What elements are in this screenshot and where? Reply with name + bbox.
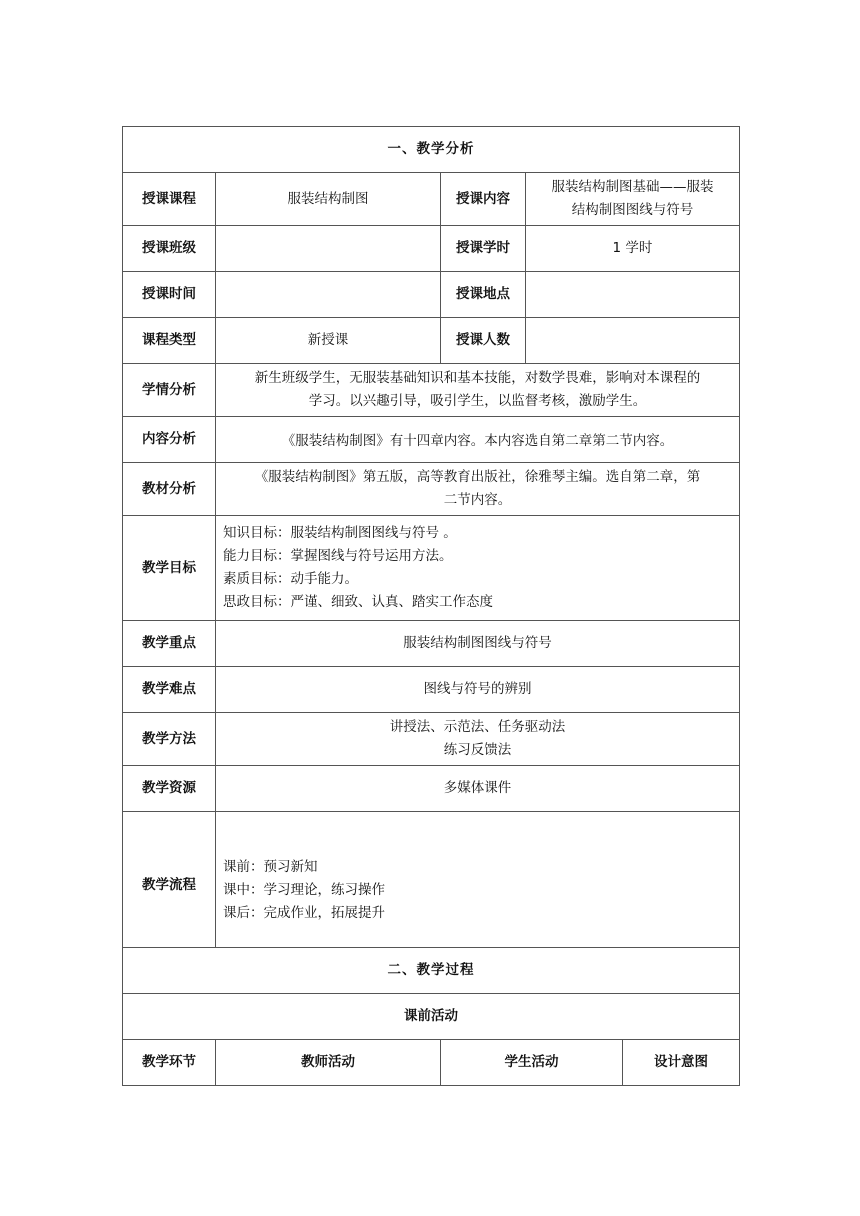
hours-label: 授课学时 [441,226,526,272]
flow-before-class: 课前：预习新知 [223,859,318,875]
students-label: 学情分析 [123,364,216,417]
place-label: 授课地点 [441,272,526,318]
lesson-plan-page [122,126,739,1086]
goal-quality: 素质目标：动手能力。 [223,571,358,587]
goal-ideology: 思政目标：严谨、细致、认真、踏实工作态度 [223,594,493,610]
pre-class-title: 课前活动 [123,994,740,1040]
class-row [123,226,740,272]
type-value: 新授课 [216,318,441,364]
hours-value: 1 学时 [526,226,740,272]
textbook-row [123,463,740,516]
count-label: 授课人数 [441,318,526,364]
students-line2: 学习。以兴趣引导，吸引学生，以监督考核，激励学生。 [308,393,647,409]
flow-in-class: 课中：学习理论，练习操作 [223,882,385,898]
difficulty-row [123,667,740,713]
content-value [526,173,740,226]
time-label: 授课时间 [123,272,216,318]
methods-label: 教学方法 [123,713,216,766]
students-row [123,364,740,417]
content-label: 授课内容 [441,173,526,226]
resources-value: 多媒体课件 [216,766,740,812]
header-stage: 教学环节 [123,1040,216,1086]
process-header-row [123,1040,740,1086]
header-student-activity: 学生活动 [441,1040,623,1086]
section1-row [123,127,740,173]
methods-row [123,713,740,766]
students-line1: 新生班级学生，无服装基础知识和基本技能，对数学畏难，影响对本课程的 [254,370,701,386]
flow-row [123,812,740,948]
header-teacher-activity: 教师活动 [216,1040,441,1086]
difficulty-label: 教学难点 [123,667,216,713]
students-value [216,364,740,417]
key-point-label: 教学重点 [123,621,216,667]
time-row [123,272,740,318]
content-value-line2: 结构制图图线与符号 [571,202,694,218]
resources-row [123,766,740,812]
resources-label: 教学资源 [123,766,216,812]
key-point-value: 服装结构制图图线与符号 [216,621,740,667]
header-design-intent: 设计意图 [623,1040,740,1086]
type-row [123,318,740,364]
methods-line2: 练习反馈法 [443,742,512,758]
class-label: 授课班级 [123,226,216,272]
goals-label: 教学目标 [123,516,216,621]
flow-value [216,812,740,948]
lesson-plan-table [122,126,740,1086]
type-label: 课程类型 [123,318,216,364]
methods-value [216,713,740,766]
content-analysis-value: 《服装结构制图》有十四章内容。本内容选自第二章第二节内容。 [216,417,740,463]
textbook-line1: 《服装结构制图》第五版，高等教育出版社，徐雅琴主编。选自第二章，第 [254,469,701,485]
course-row [123,173,740,226]
textbook-label: 教材分析 [123,463,216,516]
section1-title: 一、教学分析 [123,127,740,173]
key-point-row [123,621,740,667]
methods-line1: 讲授法、示范法、任务驱动法 [389,719,566,735]
count-value [526,318,740,364]
class-value [216,226,441,272]
content-value-line1: 服装结构制图基础——服装 [551,179,714,195]
section2-row [123,948,740,994]
flow-label: 教学流程 [123,812,216,948]
flow-after-class: 课后：完成作业，拓展提升 [223,905,385,921]
goal-ability: 能力目标：掌握图线与符号运用方法。 [223,548,453,564]
content-analysis-row [123,417,740,463]
time-value [216,272,441,318]
course-label: 授课课程 [123,173,216,226]
difficulty-value: 图线与符号的辨别 [216,667,740,713]
goals-value [216,516,740,621]
section2-title: 二、教学过程 [123,948,740,994]
textbook-line2: 二节内容。 [443,492,512,508]
goals-row [123,516,740,621]
goal-knowledge: 知识目标：服装结构制图图线与符号 。 [223,525,457,541]
place-value [526,272,740,318]
content-analysis-label: 内容分析 [123,417,216,463]
course-value: 服装结构制图 [216,173,441,226]
textbook-value [216,463,740,516]
pre-class-row [123,994,740,1040]
